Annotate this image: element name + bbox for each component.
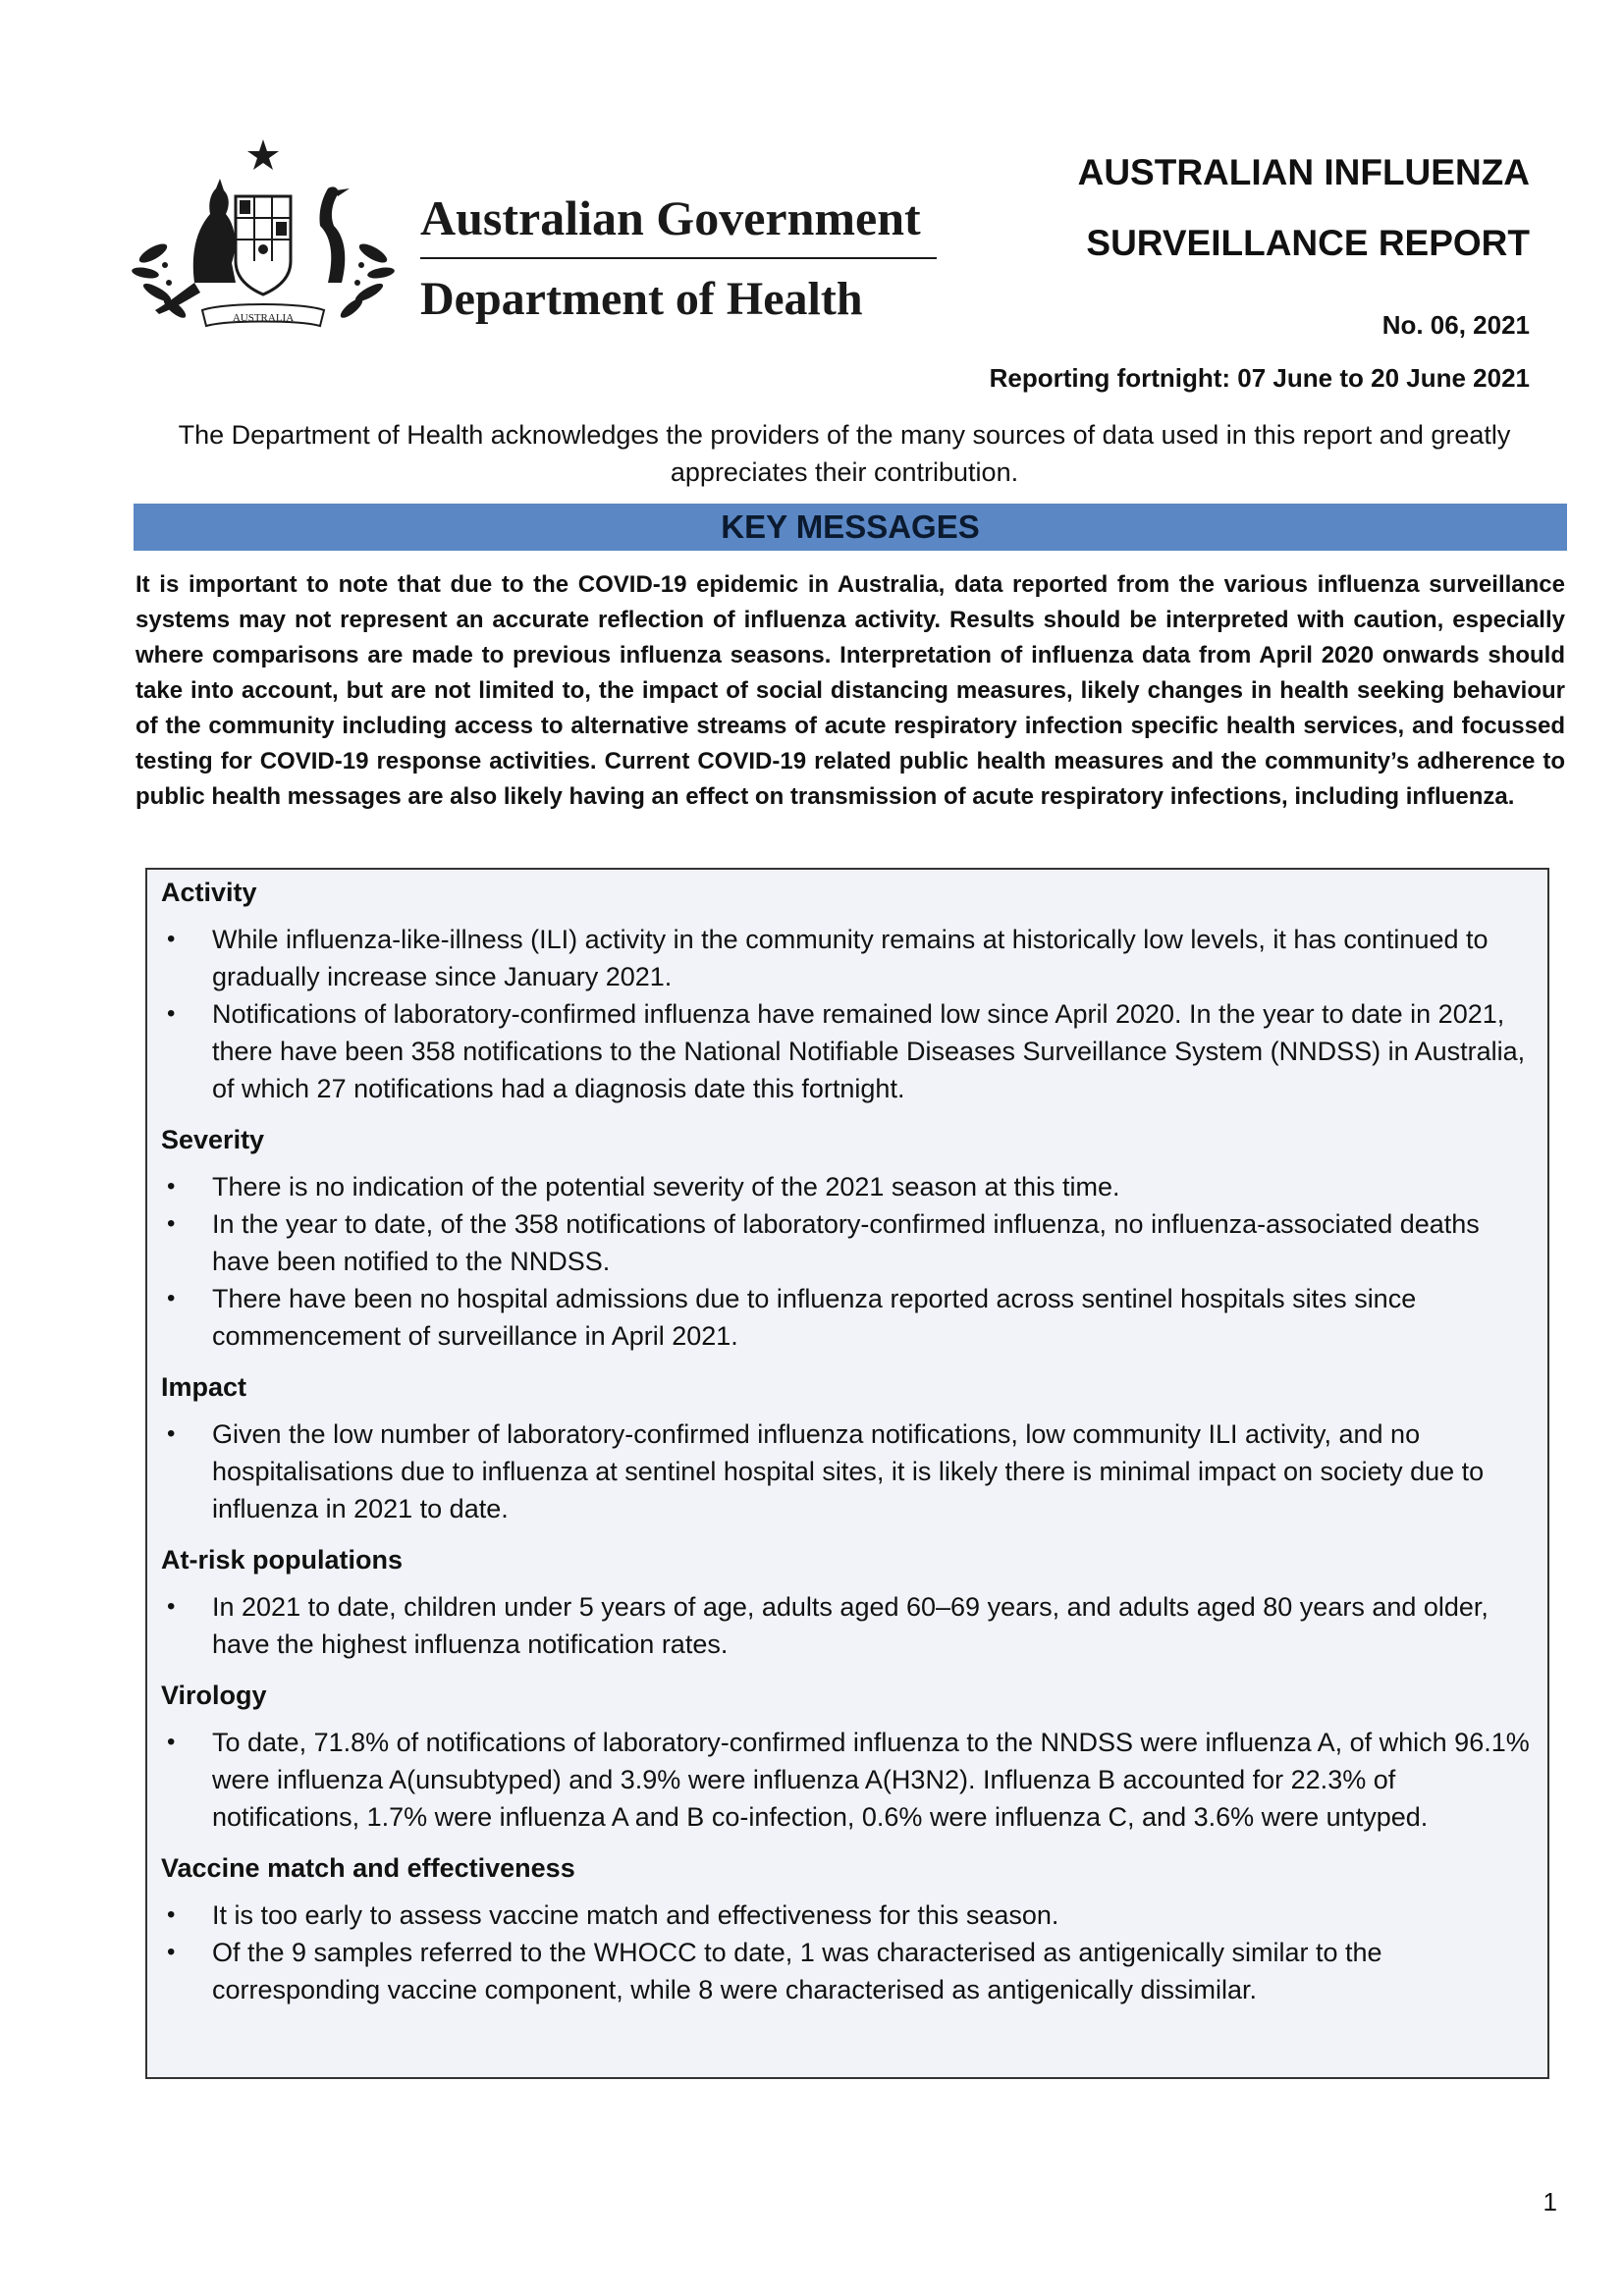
report-title-line-2: SURVEILLANCE REPORT	[1086, 223, 1530, 263]
bullet-icon: •	[167, 1420, 176, 1447]
coat-of-arms-icon	[126, 135, 401, 344]
list-item-text: There is no indication of the potential severity of the 2021 season at this time.	[212, 1172, 1120, 1201]
bullet-list	[161, 921, 1532, 1107]
section-title: Vaccine match and effectiveness	[161, 1853, 575, 1883]
list-item	[161, 921, 1532, 995]
reporting-fortnight: Reporting fortnight: 07 June to 20 June 2021	[989, 363, 1530, 393]
report-number: No. 06, 2021	[1381, 310, 1530, 340]
bullet-icon: •	[167, 1729, 176, 1755]
bullet-icon: •	[167, 926, 176, 952]
list-item-text: In the year to date, of the 358 notifications of laboratory-confirmed influenza, no influenza-associated deaths have been notified to the NNDSS.	[212, 1209, 1480, 1276]
bullet-icon: •	[167, 1901, 176, 1928]
bullet-icon: •	[167, 1000, 176, 1027]
section-title: At-risk populations	[161, 1545, 404, 1575]
list-item-text: To date, 71.8% of notifications of laboratory-confirmed influenza to the NNDSS were influenza A, of which 96.1% were influenza A(unsubtyped) and 3.9% were influenza A(H3N2). Influenza B accounted for 22.3% of notifications, 1.7% were influenza A and B co-infection, 0.6% were influenza C, and 3.6% were untyped.	[212, 1728, 1530, 1832]
list-item	[161, 1280, 1532, 1355]
list-item-text: Given the low number of laboratory-confirmed influenza notifications, low community ILI activity, and no hospitalisations due to influenza at sentinel hospital sites, it is likely there is minimal impact on society due to influenza in 2021 to date.	[212, 1419, 1485, 1523]
list-item	[161, 1168, 1532, 1205]
section-title: Activity	[161, 878, 257, 907]
list-item-text: In 2021 to date, children under 5 years of age, adults aged 60–69 years, and adults aged 80 years and older, have the highest influenza notification rates.	[212, 1592, 1489, 1659]
bullet-list	[161, 1415, 1532, 1527]
key-messages-banner	[134, 504, 1567, 551]
section-impact	[161, 1368, 1532, 1527]
key-messages-intro: It is important to note that due to the COVID-19 epidemic in Australia, data reported from the various influenza surveillance systems may not represent an accurate reflection of influenza activity. Results should be interpreted with caution, especially where comparisons are made to previous influenza seasons. Interpretation of influenza data from April 2020 onwards should take into account, but are not limited to, the impact of social distancing measures, likely changes in health seeking behaviour of the community including access to alternative streams of acute respiratory infection specific health services, and focussed testing for COVID-19 response activities. Current COVID-19 related public health measures and the community’s adherence to public health messages are also likely having an effect on transmission of acute respiratory infections, including influenza.	[135, 571, 1565, 810]
summary-box	[145, 868, 1549, 2079]
logotype-divider	[420, 257, 937, 259]
acknowledgement-text: The Department of Health acknowledges the providers of the many sources of data used in this report and greatly appreciates their contribution.	[178, 420, 1511, 487]
list-item	[161, 995, 1532, 1107]
section-title: Virology	[161, 1681, 267, 1710]
list-item	[161, 1415, 1532, 1527]
section-vaccine-match	[161, 1849, 1532, 2008]
list-item-text: Notifications of laboratory-confirmed influenza have remained low since April 2020. In the year to date in 2021, there have been 358 notifications to the National Notifiable Diseases Surveillance System (NNDSS) in Australia, of which 27 notifications had a diagnosis date this fortnight.	[212, 999, 1526, 1103]
bullet-icon: •	[167, 1939, 176, 1965]
report-title-line-1: AUSTRALIAN INFLUENZA	[1077, 152, 1530, 192]
list-item-text: It is too early to assess vaccine match and effectiveness for this season.	[212, 1900, 1059, 1930]
government-name: Australian Government	[420, 190, 921, 245]
section-title: Severity	[161, 1125, 265, 1154]
section-severity	[161, 1121, 1532, 1355]
key-messages-heading: KEY MESSAGES	[721, 508, 980, 545]
svg-text:AUSTRALIA: AUSTRALIA	[232, 312, 295, 324]
bullet-list	[161, 1724, 1532, 1836]
page-number: 1	[1543, 2187, 1557, 2216]
list-item	[161, 1896, 1532, 1934]
bullet-list	[161, 1588, 1532, 1663]
list-item	[161, 1588, 1532, 1663]
list-item	[161, 1724, 1532, 1836]
section-activity	[161, 874, 1532, 1107]
section-title: Impact	[161, 1372, 247, 1402]
report-title	[1078, 137, 1530, 279]
bullet-icon: •	[167, 1210, 176, 1237]
bullet-icon: •	[167, 1285, 176, 1311]
bullet-icon: •	[167, 1173, 176, 1200]
department-name: Department of Health	[420, 273, 863, 325]
bullet-list	[161, 1168, 1532, 1355]
section-at-risk-populations	[161, 1541, 1532, 1663]
list-item-text: There have been no hospital admissions due to influenza reported across sentinel hospitals sites since commencement of surveillance in April 2021.	[212, 1284, 1417, 1351]
bullet-list	[161, 1896, 1532, 2008]
list-item	[161, 1934, 1532, 2008]
section-virology	[161, 1677, 1532, 1836]
bullet-icon: •	[167, 1593, 176, 1620]
list-item-text: Of the 9 samples referred to the WHOCC to date, 1 was characterised as antigenically similar to the corresponding vaccine component, while 8 were characterised as antigenically dissimilar.	[212, 1938, 1382, 2004]
list-item	[161, 1205, 1532, 1280]
government-logotype	[420, 188, 937, 328]
list-item-text: While influenza-like-illness (ILI) activity in the community remains at historically low levels, it has continued to gradually increase since January 2021.	[212, 925, 1489, 991]
